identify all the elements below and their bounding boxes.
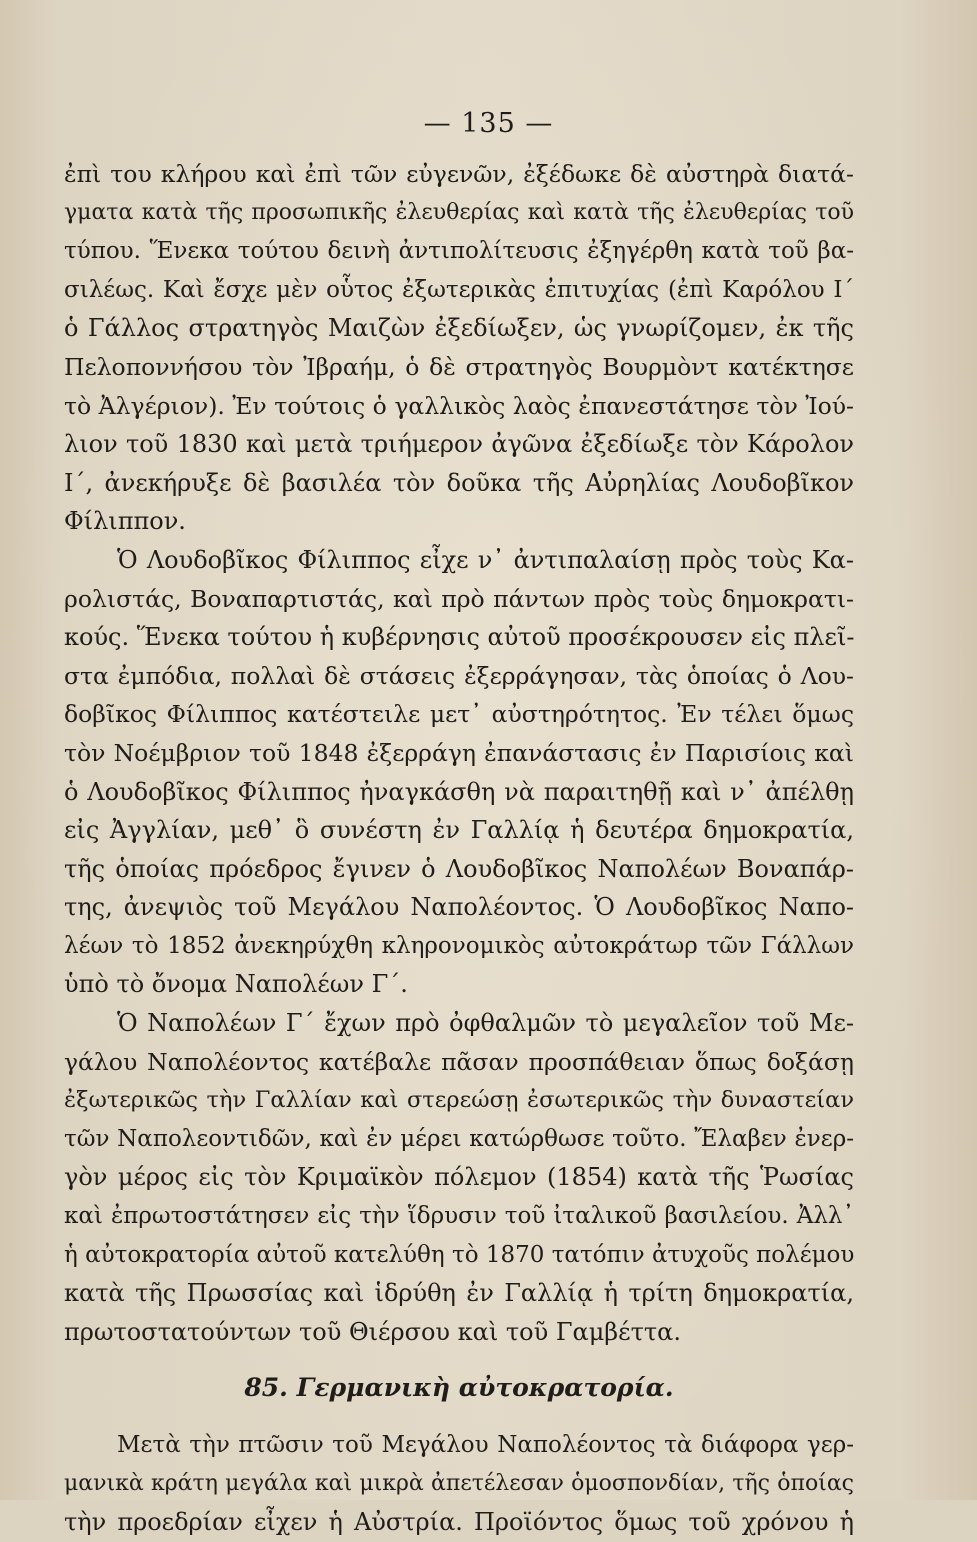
text-line: καὶ ἐπρωτοστάτησεν εἰς τὴν ἵδρυσιν τοῦ ἰταλικοῦ βασιλείου. Ἀλλ᾽ bbox=[64, 1203, 854, 1230]
text-line: ὑπὸ τὸ ὄνομα Ναπολέων Γ΄. bbox=[64, 970, 408, 999]
text-line: της, ἀνεψιὸς τοῦ Μεγάλου Ναπολέοντος. Ὁ Λουδοβῖκος Ναπο- bbox=[64, 893, 854, 922]
text-line: τὴν προεδρίαν εἶχεν ἡ Αὐστρία. Προϊόντος ὅμως τοῦ χρόνου ἡ bbox=[64, 1508, 854, 1537]
text-line: τῶν Ναπολεοντιδῶν, καὶ ἐν μέρει κατώρθωσε τοῦτο. Ἔλαβεν ἐνερ- bbox=[64, 1125, 854, 1152]
text-line: γὸν μέρος εἰς τὸν Κριμαϊκὸν πόλεμον (1854) κατὰ τῆς Ῥωσίας bbox=[64, 1163, 854, 1192]
text-line: μανικὰ κράτη μεγάλα καὶ μικρὰ ἀπετέλεσαν ὁμοσπονδίαν, τῆς ὁποίας bbox=[64, 1470, 854, 1496]
text-line: εἰς Ἀγγλίαν, μεθ᾽ ὃ συνέστη ἐν Γαλλίᾳ ἡ δευτέρα δημοκρατία, bbox=[64, 816, 854, 845]
text-line: στα ἐμπόδια, πολλαὶ δὲ στάσεις ἐξερράγησαν, τὰς ὁποίας ὁ Λου- bbox=[64, 661, 854, 690]
text-line: ἐπὶ του κλήρου καὶ ἐπὶ τῶν εὐγενῶν, ἐξέδωκε δὲ αὐστηρὰ διατά- bbox=[64, 160, 854, 188]
text-line: κατὰ τῆς Πρωσσίας καὶ ἱδρύθη ἐν Γαλλίᾳ ἡ τρίτη δημοκρατία, bbox=[64, 1279, 854, 1308]
text-line: ὁ Λουδοβῖκος Φίλιππος ἠναγκάσθη νὰ παραιτηθῇ καὶ ν᾽ ἀπέλθῃ bbox=[64, 777, 854, 806]
text-line: πρωτοστατούντων τοῦ Θιέρσου καὶ τοῦ Γαμβέττα. bbox=[64, 1317, 681, 1346]
text-line: κούς. Ἕνεκα τούτου ἡ κυβέρνησις αὐτοῦ προσέκρουσεν εἰς πλεῖ- bbox=[64, 623, 854, 652]
section-heading: 85. Γερμανικὴ αὐτοκρατορία. bbox=[244, 1373, 674, 1403]
text-line: τῆς ὁποίας πρόεδρος ἔγινεν ὁ Λουδοβῖκος Ναπολέων Βοναπάρ- bbox=[64, 854, 854, 883]
text-line: γματα κατὰ τῆς προσωπικῆς ἐλευθερίας καὶ κατὰ τῆς ἐλευθερίας τοῦ bbox=[64, 199, 854, 225]
text-line: λέων τὸ 1852 ἀνεκηρύχθη κληρονομικὸς αὐτοκράτωρ τῶν Γάλλων bbox=[64, 932, 854, 959]
paragraph bbox=[64, 541, 854, 1004]
text-line: ὁ Γάλλος στρατηγὸς Μαιζὼν ἐξεδίωξεν, ὡς γνωρίζομεν, ἐκ τῆς bbox=[64, 314, 854, 343]
text-line: Ι΄, ἀνεκήρυξε δὲ βασιλέα τὸν δοῦκα τῆς Αὐρηλίας Λουδοβῖκον bbox=[64, 468, 854, 497]
text-line: γάλου Ναπολέοντος κατέβαλε πᾶσαν προσπάθειαν ὅπως δοξάσῃ bbox=[64, 1047, 854, 1076]
text-line: ρολιστάς, Βοναπαρτιστάς, καὶ πρὸ πάντων πρὸς τοὺς δημοκρατι- bbox=[64, 584, 854, 613]
text-line: Ὁ Ναπολέων Γ΄ ἔχων πρὸ ὀφθαλμῶν τὸ μεγαλεῖον τοῦ Με- bbox=[117, 1009, 854, 1038]
text-line: Φίλιππον. bbox=[64, 507, 186, 536]
paragraph bbox=[64, 155, 854, 541]
text-line: τύπου. Ἕνεκα τούτου δεινὴ ἀντιπολίτευσις ἐξηγέρθη κατὰ τοῦ βα- bbox=[64, 238, 854, 265]
text-line: Ὁ Λουδοβῖκος Φίλιππος εἶχε ν᾽ ἀντιπαλαίσῃ πρὸς τοὺς Κα- bbox=[117, 545, 854, 574]
text-line: ἡ αὐτοκρατορία αὐτοῦ κατελύθη τὸ 1870 τατόπιν ἀτυχοῦς πολέμου bbox=[64, 1241, 854, 1268]
text-line: λιον τοῦ 1830 καὶ μετὰ τριήμερον ἀγῶνα ἐξεδίωξε τὸν Κάρολον bbox=[64, 430, 854, 459]
body-text bbox=[64, 155, 854, 1542]
text-line: τὸν Νοέμβριον τοῦ 1848 ἐξερράγη ἐπανάστασις ἐν Παρισίοις καὶ bbox=[64, 738, 854, 767]
paragraph bbox=[64, 1426, 854, 1542]
text-line: τὸ Ἀλγέριον). Ἐν τούτοις ὁ γαλλικὸς λαὸς ἐπανεστάτησε τὸν Ἰού- bbox=[64, 391, 854, 420]
text-line: ἐξωτερικῶς τὴν Γαλλίαν καὶ στερεώσῃ ἐσωτερικῶς τὴν δυναστείαν bbox=[64, 1087, 854, 1114]
text-line: δοβῖκος Φίλιππος κατέστειλε μετ᾽ αὐστηρότητος. Ἐν τέλει ὅμως bbox=[64, 700, 854, 729]
text-line: Μετὰ τὴν πτῶσιν τοῦ Μεγάλου Ναπολέοντος τὰ διάφορα γερ- bbox=[117, 1432, 854, 1458]
page-number: — 135 — bbox=[423, 108, 554, 139]
text-line: Πελοποννήσου τὸν Ἰβραήμ, ὁ δὲ στρατηγὸς Βουρμὸντ κατέκτησε bbox=[64, 352, 854, 381]
text-line: σιλέως. Καὶ ἔσχε μὲν οὗτος ἐξωτερικὰς ἐπιτυχίας (ἐπὶ Καρόλου Ι΄ bbox=[64, 276, 854, 303]
paragraph bbox=[64, 1004, 854, 1351]
